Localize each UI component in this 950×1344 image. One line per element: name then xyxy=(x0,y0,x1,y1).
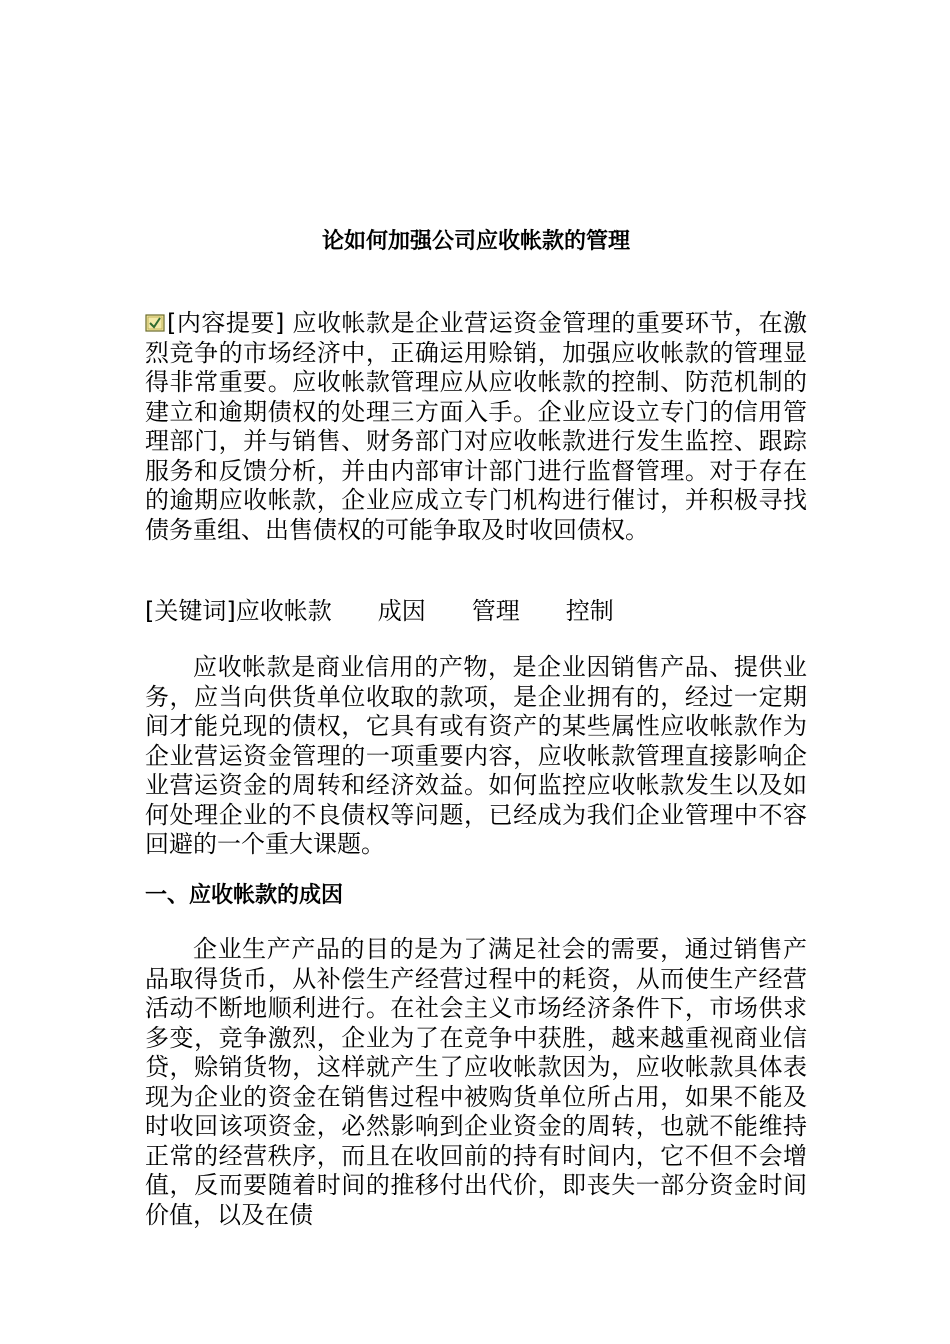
keyword-item: 成因 xyxy=(377,597,426,625)
keywords-label: [关键词] xyxy=(145,597,236,625)
note-icon xyxy=(145,310,165,328)
abstract-paragraph xyxy=(145,309,807,545)
keyword-item: 控制 xyxy=(565,597,614,625)
document-title: 论如何加强公司应收帐款的管理 xyxy=(321,229,630,254)
abstract-text: 应收帐款是企业营运资金管理的重要环节，在激烈竞争的市场经济中，正确运用赊销，加强应收帐款的管理显得非常重要。应收帐款管理应从应收帐款的控制、防范机制的建立和逾期债权的处理三方面入手。企业应设立专门的信用管理部门，并与销售、财务部门对应收帐款进行发生监控、跟踪服务和反馈分析，并由内部审计部门进行监督管理。对于存在的逾期应收帐款，企业应成立专门机构进行催讨，并积极寻找债务重组、出售债权的可能争取及时收回债权。 xyxy=(145,309,807,544)
intro-paragraph: 应收帐款是商业信用的产物，是企业因销售产品、提供业务，应当向供货单位收取的款项，是企业拥有的，经过一定期间才能兑现的债权，它具有或有资产的某些属性应收帐款作为企业营运资金管理的一项重要内容，应收帐款管理直接影响企业营运资金的周转和经济效益。如何监控应收帐款发生以及如何处理企业的不良债权等问题，已经成为我们企业管理中不容回避的一个重大课题。 xyxy=(145,653,807,858)
abstract-label: [内容提要] xyxy=(167,309,285,337)
keywords-line xyxy=(145,597,807,627)
keyword-item: 管理 xyxy=(471,597,520,625)
section-paragraph: 企业生产产品的目的是为了满足社会的需要，通过销售产品取得货币，从补偿生产经营过程中的耗资，从而使生产经营活动不断地顺利进行。在社会主义市场经济条件下，市场供求多变，竞争激烈，企业为了在竞争中获胜，越来越重视商业信贷，赊销货物，这样就产生了应收帐款因为，应收帐款具体表现为企业的资金在销售过程中被购货单位所占用，如果不能及时收回该项资金，必然影响到企业资金的周转，也就不能维持正常的经营秩序，而且在收回前的持有时间内，它不但不会增值，反而要随着时间的推移付出代价，即丧失一部分资金时间价值，以及在债 xyxy=(145,935,807,1229)
keyword-item: 应收帐款 xyxy=(235,597,332,625)
section-heading: 一、应收帐款的成因 xyxy=(145,883,344,908)
